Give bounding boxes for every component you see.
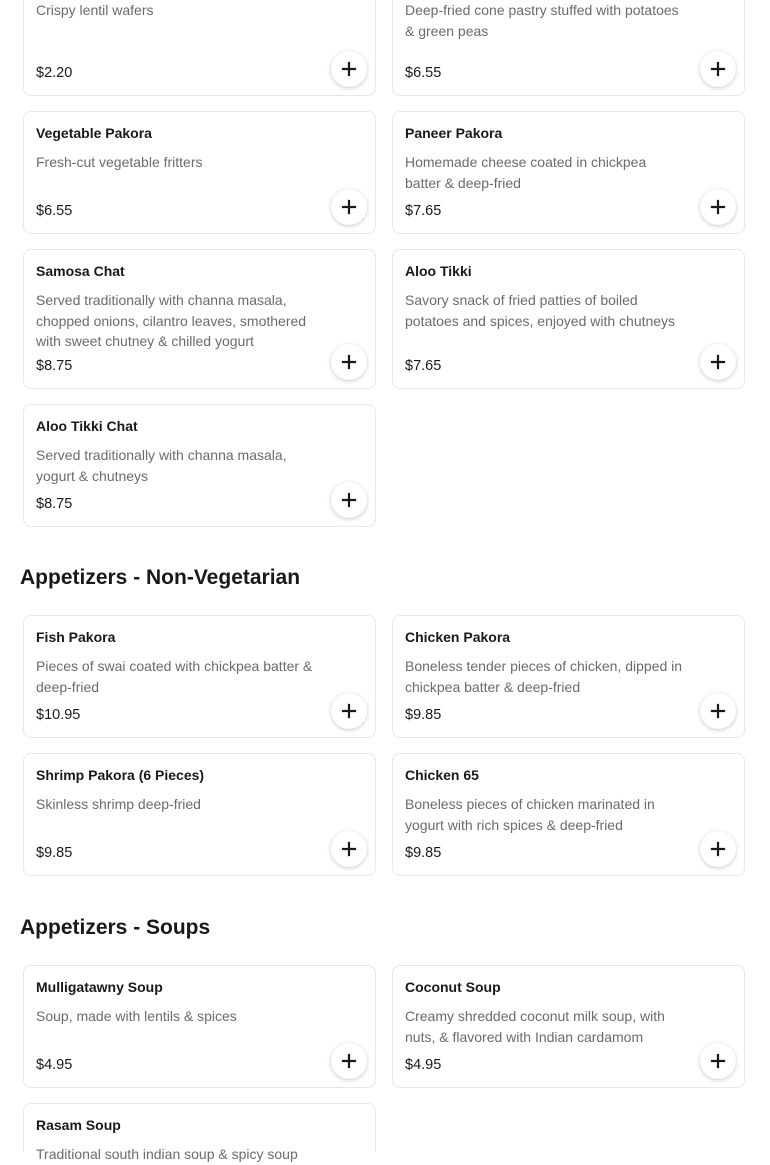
add-to-cart-button[interactable]: [700, 831, 736, 867]
plus-icon: [710, 703, 726, 719]
item-description: Creamy shredded coconut milk soup, with nuts, & flavored with Indian cardamom: [405, 1008, 665, 1045]
item-description: Crispy lentil wafers: [36, 2, 154, 18]
section-title: Appetizers - Non-Vegetarian: [20, 566, 301, 589]
item-price: $6.55: [405, 65, 442, 81]
plus-icon: [341, 841, 357, 857]
add-to-cart-button[interactable]: [331, 831, 367, 867]
plus-icon: [341, 354, 357, 370]
item-price: $2.20: [36, 65, 73, 81]
item-price: $9.85: [36, 845, 73, 861]
item-name: Vegetable Pakora: [36, 125, 152, 141]
item-description: Served traditionally with channa masala, yogurt & chutneys: [36, 447, 287, 484]
plus-icon: [341, 1053, 357, 1069]
item-name: Mulligatawny Soup: [36, 979, 163, 995]
item-name: Fish Pakora: [36, 629, 116, 645]
menu-item-card[interactable]: [23, 753, 376, 876]
add-to-cart-button[interactable]: [700, 693, 736, 729]
item-name: Shrimp Pakora (6 Pieces): [36, 767, 205, 783]
plus-icon: [710, 354, 726, 370]
plus-icon: [710, 199, 726, 215]
add-to-cart-button[interactable]: [700, 189, 736, 225]
menu-item-card[interactable]: [23, 0, 376, 96]
menu-item-card[interactable]: [392, 753, 745, 876]
item-price: $9.85: [405, 845, 442, 861]
item-description: Boneless pieces of chicken marinated in yogurt with rich spices & deep-fried: [405, 796, 655, 833]
item-price: $8.75: [36, 496, 73, 512]
item-price: $4.95: [405, 1057, 442, 1073]
item-description: Fresh-cut vegetable fritters: [36, 154, 203, 170]
add-to-cart-button[interactable]: [331, 51, 367, 87]
menu-item-card[interactable]: [392, 0, 745, 96]
item-name: Chicken Pakora: [405, 629, 511, 645]
item-name: Aloo Tikki: [405, 263, 472, 279]
item-price: $8.75: [36, 358, 73, 374]
item-description: Deep-fried cone pastry stuffed with potatoes & green peas: [405, 2, 679, 39]
add-to-cart-button[interactable]: [331, 344, 367, 380]
menu-item-card[interactable]: [392, 111, 745, 234]
item-description: Pieces of swai coated with chickpea batter & deep-fried: [36, 658, 313, 695]
plus-icon: [341, 199, 357, 215]
item-name: Samosa Chat: [36, 263, 125, 279]
plus-icon: [341, 492, 357, 508]
item-description: Traditional south indian soup & spicy soup: [36, 1146, 298, 1162]
item-description: Soup, made with lentils & spices: [36, 1008, 237, 1024]
menu-item-card[interactable]: [23, 615, 376, 738]
menu-item-card[interactable]: [23, 1103, 376, 1162]
add-to-cart-button[interactable]: [331, 189, 367, 225]
item-description: Savory snack of fried patties of boiled potatoes and spices, enjoyed with chutneys: [405, 292, 676, 329]
item-name: Aloo Tikki Chat: [36, 418, 138, 434]
add-to-cart-button[interactable]: [700, 51, 736, 87]
item-price: $7.65: [405, 358, 442, 374]
add-to-cart-button[interactable]: [331, 1043, 367, 1079]
menu-item-card[interactable]: [23, 965, 376, 1088]
item-description: Skinless shrimp deep-fried: [36, 796, 201, 812]
item-description: Boneless tender pieces of chicken, dipped in chickpea batter & deep-fried: [405, 658, 683, 695]
menu-item-card[interactable]: [23, 249, 376, 389]
plus-icon: [341, 61, 357, 77]
plus-icon: [710, 1053, 726, 1069]
section-title: Appetizers - Soups: [20, 916, 211, 939]
menu-item-card[interactable]: [392, 965, 745, 1088]
menu-item-card[interactable]: [23, 404, 376, 527]
item-price: $7.65: [405, 203, 442, 219]
item-name: Paneer Pakora: [405, 125, 503, 141]
plus-icon: [710, 61, 726, 77]
menu-item-card[interactable]: [392, 249, 745, 389]
item-description: Served traditionally with channa masala, chopped onions, cilantro leaves, smothered with sweet chutney & chilled yogurt: [36, 292, 307, 349]
menu-item-card[interactable]: [392, 615, 745, 738]
item-price: $4.95: [36, 1057, 73, 1073]
item-price: $10.95: [36, 707, 81, 723]
item-name: Chicken 65: [405, 767, 479, 783]
add-to-cart-button[interactable]: [700, 344, 736, 380]
item-price: $6.55: [36, 203, 73, 219]
item-description: Homemade cheese coated in chickpea batter & deep-fried: [405, 154, 647, 191]
add-to-cart-button[interactable]: [331, 693, 367, 729]
item-price: $9.85: [405, 707, 442, 723]
item-name: Rasam Soup: [36, 1117, 121, 1133]
add-to-cart-button[interactable]: [700, 1043, 736, 1079]
menu-item-card[interactable]: [23, 111, 376, 234]
item-name: Coconut Soup: [405, 979, 501, 995]
plus-icon: [710, 841, 726, 857]
plus-icon: [341, 703, 357, 719]
add-to-cart-button[interactable]: [331, 482, 367, 518]
